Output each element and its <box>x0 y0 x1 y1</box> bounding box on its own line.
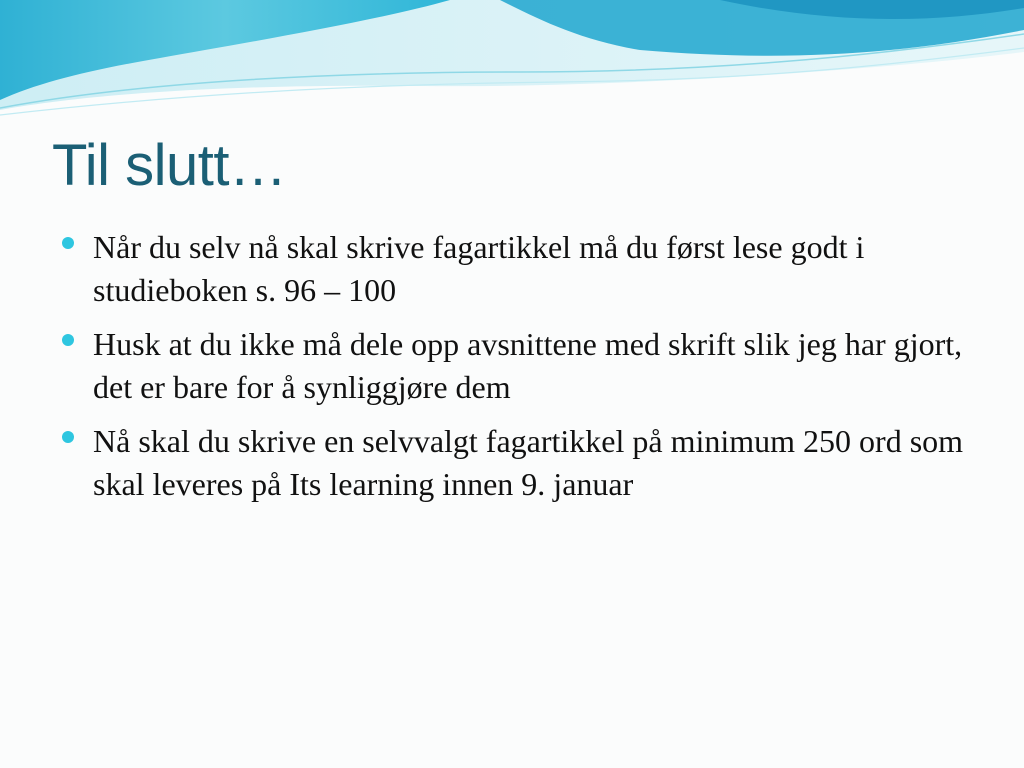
bullet-text: Når du selv nå skal skrive fagartikkel må du først lese godt i studieboken s. 96 – 100 <box>93 229 865 308</box>
bullet-icon <box>62 237 74 249</box>
bullet-list <box>62 226 982 517</box>
bullet-text: Husk at du ikke må dele opp avsnittene med skrift slik jeg har gjort, det er bare for å synliggjøre dem <box>93 326 963 405</box>
bullet-text: Nå skal du skrive en selvvalgt fagartikkel på minimum 250 ord som skal leveres på Its learning innen 9. januar <box>93 423 964 502</box>
bullet-icon <box>62 431 74 443</box>
bullet-icon <box>62 334 74 346</box>
list-item <box>62 323 982 409</box>
wave-header-decoration <box>0 0 1024 125</box>
list-item <box>62 420 982 506</box>
list-item <box>62 226 982 312</box>
slide-title: Til slutt… <box>52 133 287 198</box>
